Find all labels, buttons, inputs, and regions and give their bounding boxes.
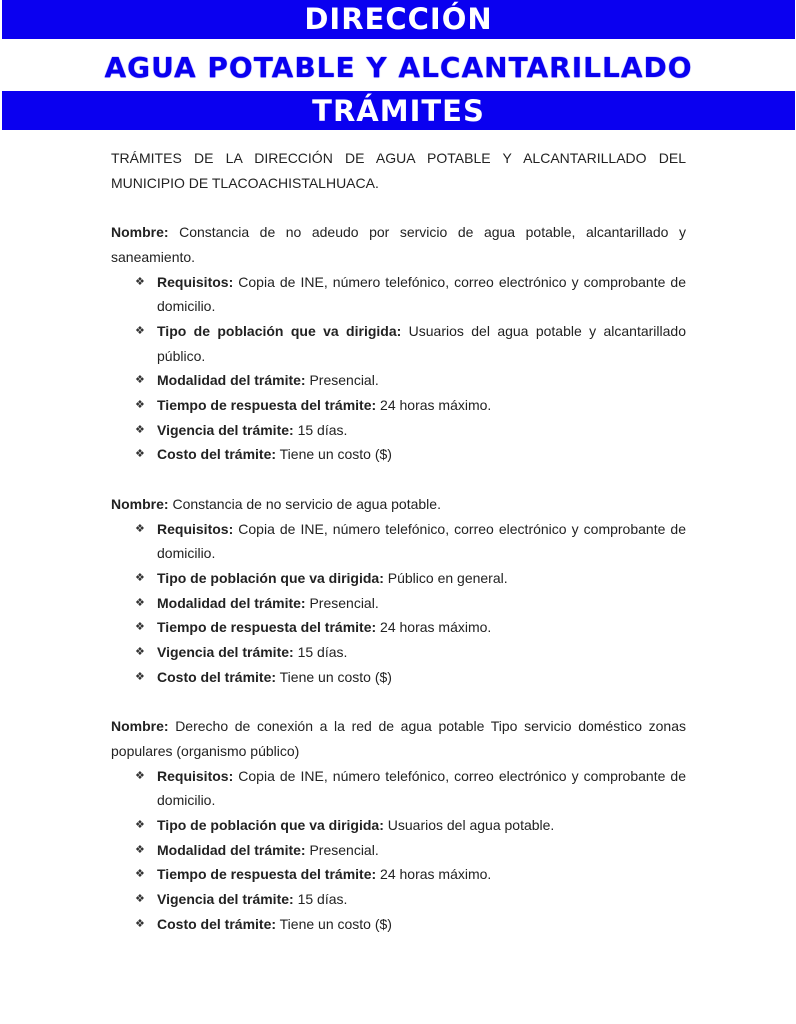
- diamond-bullet-icon: ❖: [135, 843, 145, 856]
- detail-item: [135, 838, 686, 863]
- diamond-bullet-icon: ❖: [135, 448, 145, 461]
- detail-label: Tipo de población que va dirigida:: [157, 569, 384, 586]
- detail-value: Usuarios del agua potable y alcantarillado público.: [157, 322, 686, 364]
- diamond-bullet-icon: ❖: [135, 621, 145, 634]
- diamond-bullet-icon: ❖: [135, 868, 145, 881]
- detail-label: Costo del trámite:: [157, 446, 277, 463]
- detail-item: [135, 640, 686, 665]
- diamond-bullet-icon: ❖: [135, 522, 145, 535]
- detail-label: Modalidad del trámite:: [157, 841, 306, 858]
- name-value: Derecho de conexión a la red de agua potable Tipo servicio doméstico zonas populares (organismo público): [111, 718, 686, 759]
- tramite-name: [111, 220, 686, 269]
- detail-value: 15 días.: [293, 421, 348, 438]
- detail-value: 24 horas máximo.: [376, 866, 492, 883]
- diamond-bullet-icon: ❖: [135, 818, 145, 831]
- detail-item: [135, 393, 686, 418]
- detail-value: Presencial.: [305, 594, 379, 611]
- detail-value: Copia de INE, número telefónico, correo electrónico y comprobante de domicilio.: [157, 273, 686, 315]
- detail-item: [135, 517, 686, 566]
- header-agua-potable: AGUA POTABLE Y ALCANTARILLADO: [104, 51, 693, 84]
- intro-paragraph: TRÁMITES DE LA DIRECCIÓN DE AGUA POTABLE Y ALCANTARILLADO DEL MUNICIPIO DE TLACOACHISTALHUACA.: [111, 150, 686, 191]
- detail-item: [135, 270, 686, 319]
- detail-value: Público en general.: [383, 569, 508, 586]
- diamond-bullet-icon: ❖: [135, 769, 145, 782]
- detail-value: 24 horas máximo.: [376, 619, 492, 636]
- detail-value: Tiene un costo ($): [276, 446, 392, 463]
- tramite-details: [111, 764, 686, 937]
- diamond-bullet-icon: ❖: [135, 670, 145, 683]
- detail-label: Vigencia del trámite:: [157, 421, 294, 438]
- detail-item: [135, 368, 686, 393]
- diamond-bullet-icon: ❖: [135, 423, 145, 436]
- detail-item: [135, 862, 686, 887]
- diamond-bullet-icon: ❖: [135, 399, 145, 412]
- detail-item: [135, 442, 686, 467]
- detail-value: Tiene un costo ($): [276, 915, 392, 932]
- detail-label: Requisitos:: [157, 520, 234, 537]
- detail-label: Costo del trámite:: [157, 915, 277, 932]
- detail-item: [135, 418, 686, 443]
- detail-label: Requisitos:: [157, 767, 234, 784]
- name-label: Nombre:: [111, 224, 169, 241]
- diamond-bullet-icon: ❖: [135, 596, 145, 609]
- detail-label: Tiempo de respuesta del trámite:: [157, 619, 377, 636]
- tramite-section: [111, 714, 686, 936]
- diamond-bullet-icon: ❖: [135, 917, 145, 930]
- diamond-bullet-icon: ❖: [135, 275, 145, 288]
- detail-item: [135, 912, 686, 937]
- name-label: Nombre:: [111, 495, 169, 512]
- detail-value: 15 días.: [293, 644, 348, 661]
- detail-item: [135, 566, 686, 591]
- header-direccion: DIRECCIÓN: [2, 0, 795, 39]
- detail-item: [135, 813, 686, 838]
- name-value: Constancia de no servicio de agua potable.: [168, 495, 441, 512]
- detail-label: Vigencia del trámite:: [157, 891, 294, 908]
- detail-item: [135, 764, 686, 813]
- detail-value: 24 horas máximo.: [376, 397, 492, 414]
- diamond-bullet-icon: ❖: [135, 324, 145, 337]
- detail-label: Tiempo de respuesta del trámite:: [157, 866, 377, 883]
- detail-value: Tiene un costo ($): [276, 668, 392, 685]
- detail-item: [135, 319, 686, 368]
- name-label: Nombre:: [111, 718, 169, 735]
- detail-value: Presencial.: [305, 372, 379, 389]
- name-value: Constancia de no adeudo por servicio de agua potable, alcantarillado y saneamiento.: [111, 224, 686, 265]
- diamond-bullet-icon: ❖: [135, 571, 145, 584]
- tramite-section: [111, 492, 686, 690]
- detail-label: Costo del trámite:: [157, 668, 277, 685]
- detail-label: Modalidad del trámite:: [157, 372, 306, 389]
- tramite-details: [111, 270, 686, 468]
- detail-label: Vigencia del trámite:: [157, 644, 294, 661]
- detail-item: [135, 665, 686, 690]
- tramite-name: [111, 714, 686, 763]
- detail-value: Copia de INE, número telefónico, correo electrónico y comprobante de domicilio.: [157, 767, 686, 809]
- detail-item: [135, 591, 686, 616]
- detail-label: Modalidad del trámite:: [157, 594, 306, 611]
- diamond-bullet-icon: ❖: [135, 374, 145, 387]
- detail-value: Presencial.: [305, 841, 379, 858]
- detail-label: Requisitos:: [157, 273, 234, 290]
- detail-label: Tipo de población que va dirigida:: [157, 816, 384, 833]
- detail-value: Copia de INE, número telefónico, correo electrónico y comprobante de domicilio.: [157, 520, 686, 562]
- detail-label: Tipo de población que va dirigida:: [157, 322, 402, 339]
- tramite-section: [111, 220, 686, 467]
- diamond-bullet-icon: ❖: [135, 646, 145, 659]
- diamond-bullet-icon: ❖: [135, 893, 145, 906]
- detail-value: Usuarios del agua potable.: [383, 816, 555, 833]
- detail-value: 15 días.: [293, 891, 348, 908]
- detail-label: Tiempo de respuesta del trámite:: [157, 397, 377, 414]
- header-tramites: TRÁMITES: [2, 91, 795, 130]
- document-body: [111, 146, 686, 961]
- detail-item: [135, 615, 686, 640]
- tramite-details: [111, 517, 686, 690]
- tramite-name: [111, 492, 686, 517]
- detail-item: [135, 887, 686, 912]
